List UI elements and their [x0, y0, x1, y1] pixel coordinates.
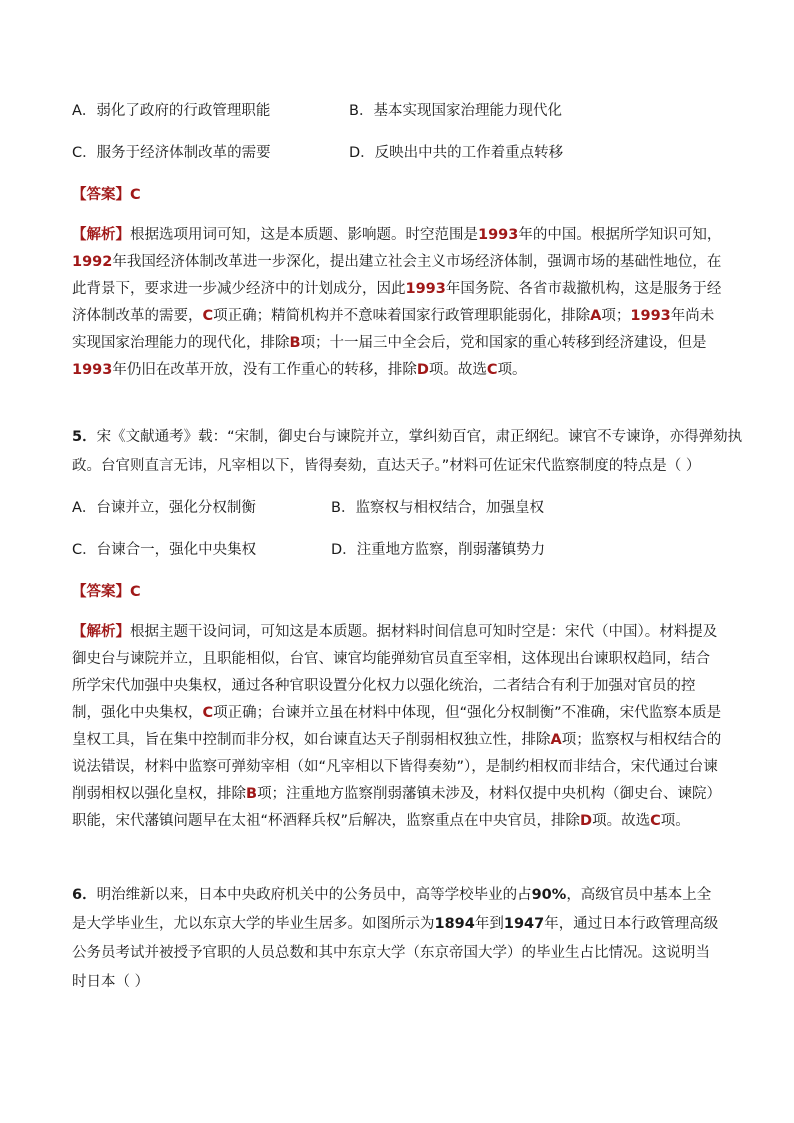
highlight-option: B: [246, 786, 258, 802]
q5-answer: [72, 582, 141, 602]
q4-option-c: C．服务于经济体制改革的需要: [72, 145, 271, 161]
highlight-year: 1993: [72, 362, 113, 378]
highlight-option: D: [580, 813, 593, 829]
highlight-option: C: [202, 705, 214, 721]
q4-answer: [72, 185, 141, 205]
q4-option-d: D．反映出中共的工作着重点转移: [349, 145, 564, 161]
highlight-option: C: [650, 813, 661, 829]
question-text: 年，通过日本行政管理高级公务员考试并被授予官职的人员总数和其中东京大学（东京帝国大学）的毕业生占比情况。这说明当时日本（ ）: [72, 916, 719, 990]
question-text: 宋《文献通考》载：“宋制，御史台与谏院并立，掌纠劾百官，肃正纲纪。谏官不专谏诤，亦得弹劾执: [96, 429, 743, 445]
analysis-text: 年国务院、各省市裁撤机构，这是服务于经济体制改革的需要，: [72, 281, 722, 324]
q6-stem: [72, 881, 724, 997]
highlight-option: A: [590, 308, 602, 324]
highlight-option: D: [416, 362, 429, 378]
answer-label: 【答案】: [72, 187, 130, 203]
highlight-year: 1993: [478, 227, 519, 243]
highlight-year: 1894: [434, 916, 475, 932]
q4-option-b: B．基本实现国家治理能力现代化: [349, 103, 562, 119]
highlight-year: 1992: [72, 254, 113, 270]
question-number: 5．: [72, 429, 97, 445]
analysis-text: 项；监察权与相权结合的说法错误，材料中监察可弹劾宰相（如“凡宰相以下皆得奏劾”），是制约相权而非结合，宋代通过台谏削弱相权以强化皇权，排除: [72, 732, 722, 802]
analysis-text: 项。故选: [428, 362, 487, 378]
highlight-number: 90%: [531, 887, 567, 903]
analysis-text: 项；: [601, 308, 631, 324]
highlight-option: C: [202, 308, 214, 324]
q5-stem-line-1: [72, 427, 742, 447]
analysis-text: 年的中国。根据所学知识可知，: [518, 227, 722, 243]
q5-option-c: C．台谏合一，强化中央集权: [72, 542, 257, 558]
answer-label: 【答案】: [72, 584, 130, 600]
question-text: 年到: [474, 916, 504, 932]
analysis-text: 项；十一届三中全会后，党和国家的重心转移到经济建设，但是: [300, 335, 707, 351]
analysis-text: 根据选项用词可知，这是本质题、影响题。时空范围是: [130, 227, 478, 243]
analysis-text: 项。: [660, 813, 690, 829]
question-number: 6．: [72, 887, 97, 903]
q4-option-a: A．弱化了政府的行政管理职能: [72, 103, 271, 119]
analysis-text: 项正确；台谏并立虽在材料中体现，但“强化分权制衡”不准确，宋代监察本质是皇权工具，旨在集中控制而非分权，如台谏直达天子削弱相权独立性，排除: [72, 705, 722, 748]
analysis-text: 根据主题干设问词，可知这是本质题。据材料时间信息可知时空是：宋代（中国）。材料提及御史台与谏院并立，且职能相似，台官、谏官均能弹劾官员直至宰相，这体现出台谏职权趋同，结合所学宋代加强中央集权，通过各种官职设置分化权力以强化统治，二者结合有利于加强对官员的控制，强化中央集权，: [72, 624, 718, 721]
q5-option-b: B．监察权与相权结合，加强皇权: [331, 500, 544, 516]
analysis-text: 年仍旧在改革开放，没有工作重心的转移，排除: [112, 362, 417, 378]
analysis-text: 项。故选: [592, 813, 651, 829]
q4-analysis: [72, 222, 724, 384]
highlight-option: B: [289, 335, 301, 351]
analysis-text: 项正确；精简机构并不意味着国家行政管理职能弱化，排除: [213, 308, 591, 324]
analysis-label: 【解析】: [72, 227, 130, 243]
highlight-year: 1993: [405, 281, 446, 297]
highlight-year: 1993: [630, 308, 671, 324]
analysis-text: 项。: [497, 362, 527, 378]
q5-stem-line-2: 政。台官则直言无讳，凡宰相以下，皆得奏劾，直达天子。”材料可佐证宋代监察制度的特点是（ ）: [72, 458, 701, 474]
highlight-option: A: [550, 732, 562, 748]
answer-value: C: [130, 584, 141, 600]
analysis-text: 年尚未实现国家治理能力的现代化，排除: [72, 308, 715, 351]
analysis-label: 【解析】: [72, 624, 130, 640]
highlight-option: C: [486, 362, 498, 378]
q5-analysis: [72, 619, 724, 835]
question-text: ，高级官员中基本上全是大学毕业生，尤以东京大学的毕业生居多。如图所示为: [72, 887, 712, 932]
answer-value: C: [130, 187, 141, 203]
question-text: 明治维新以来，日本中央政府机关中的公务员中，高等学校毕业的占: [96, 887, 532, 903]
q5-option-d: D．注重地方监察，削弱藩镇势力: [331, 542, 546, 558]
analysis-text: 项；注重地方监察削弱藩镇未涉及，材料仅提中央机构（御史台、谏院）职能，宋代藩镇问题早在太祖“杯酒释兵权”后解决，监察重点在中央官员，排除: [72, 786, 722, 829]
highlight-year: 1947: [503, 916, 545, 932]
analysis-text: 年我国经济体制改革进一步深化，提出建立社会主义市场经济体制，强调市场的基础性地位，在此背景下，要求进一步减少经济中的计划成分，因此: [72, 254, 722, 297]
q5-option-a: A．台谏并立，强化分权制衡: [72, 500, 256, 516]
